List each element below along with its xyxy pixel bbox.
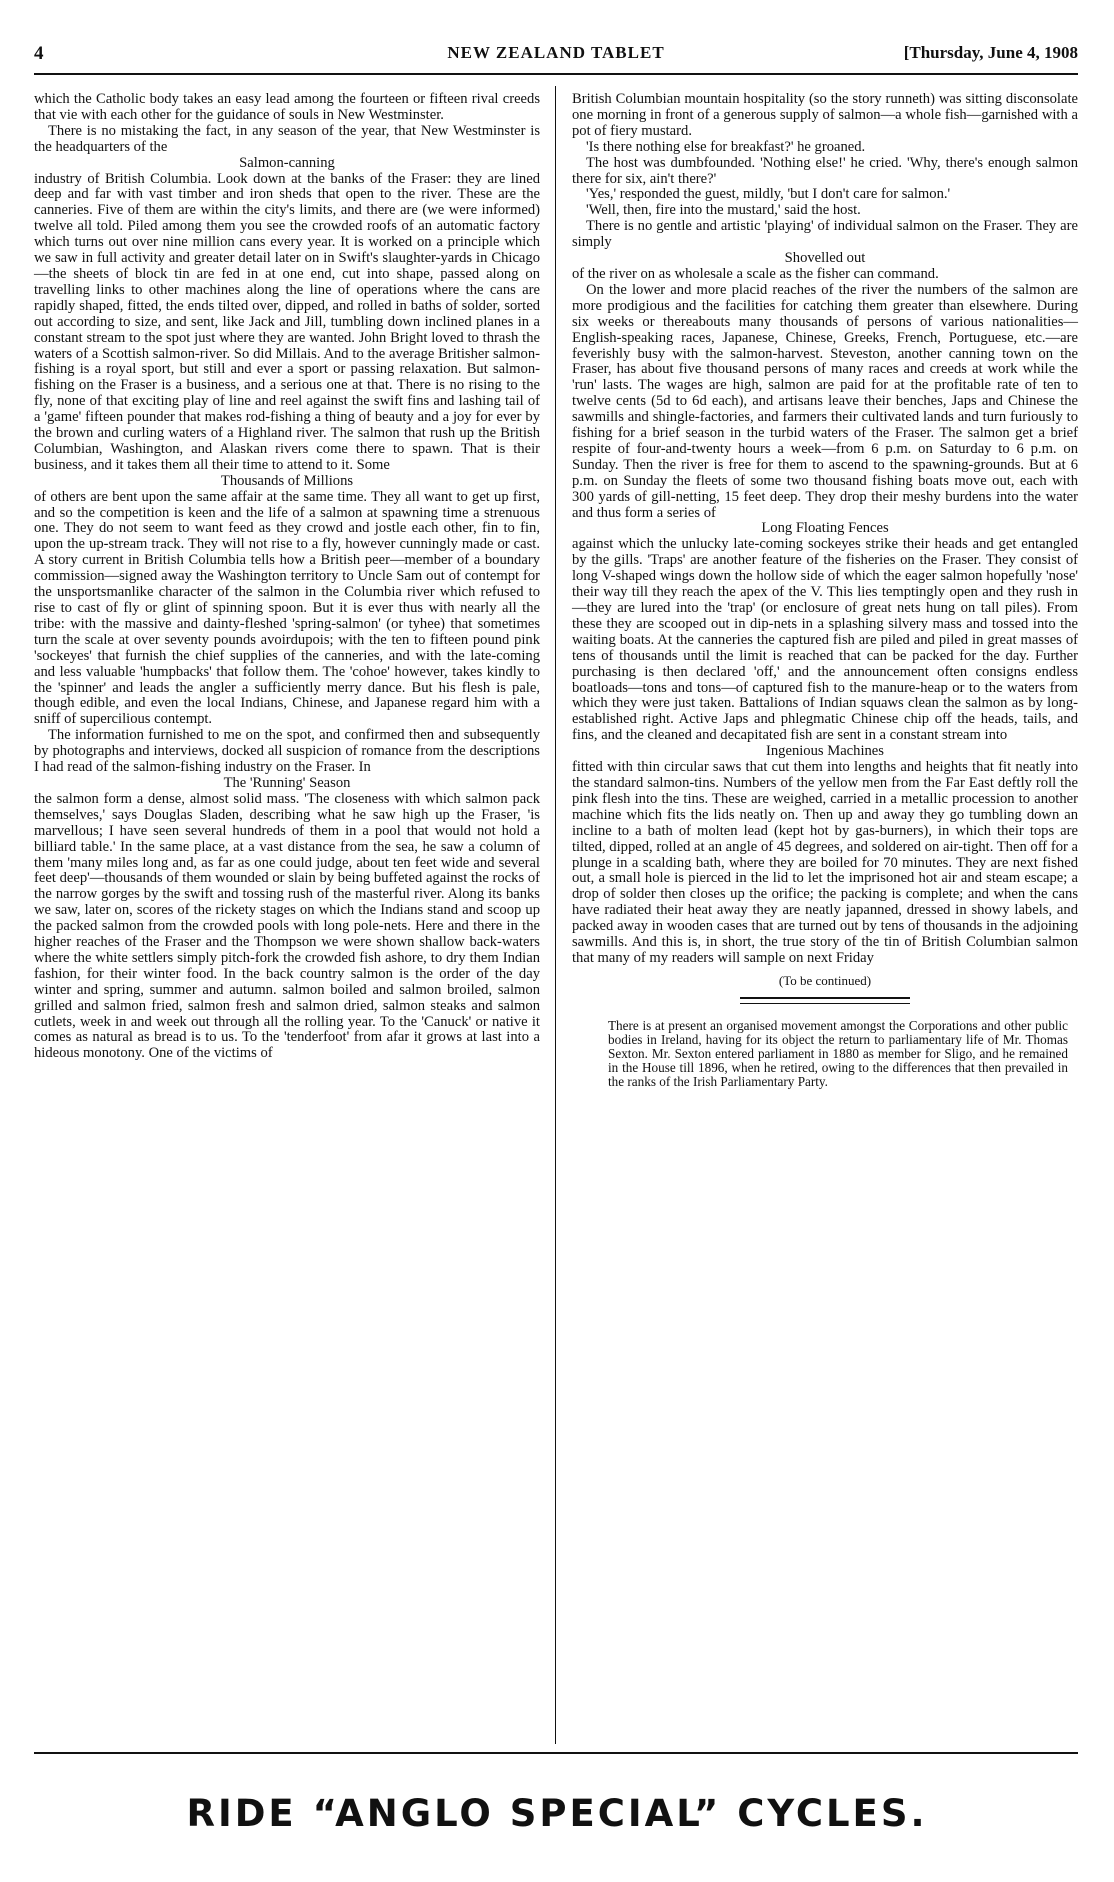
- article-paragraph: British Columbian mountain hospitality (so the story runneth) was sitting disconsolate one morning in front of a generous supply of salmon—a whole fish—garnished with a pot of fiery mustard.: [572, 91, 1078, 139]
- article-paragraph: of the river on as wholesale a scale as the fisher can command.: [572, 265, 939, 282]
- page-header: [34, 43, 1078, 71]
- brief-text: There is at present an organised movement amongst the Corporations and other public bodies in Ireland, having for its object the return to parliamentary life of Mr. Thomas Sexton. Mr. Sexton entered parliament in 1880 as member for Sligo, and he remained in the House till 1896, when he retired, owing to the differences that then prevailed in the ranks of the Irish Parliamentary Party.: [608, 1017, 1068, 1089]
- article-paragraph: The host was dumbfounded. 'Nothing else!' he cried. 'Why, there's enough salmon there for six, ain't there?': [572, 154, 1078, 187]
- article-paragraph: which the Catholic body takes an easy lead among the fourteen or fifteen rival creeds that vie with each other for the guidance of souls in New Westminster.: [34, 91, 540, 123]
- article-paragraph: industry of British Columbia. Look down at the banks of the Fraser: they are lined deep and far with vast timber and iron sheds that open to the river. These are the canneries. Five of them are within the city's limits, and there are (we were informed) twelve all told. Piled among them you see the crowded roofs of an automatic factory which turns out over nine million cans every year. It is worked on a principle which we saw in full activity and greater detail later on in Swift's slaughter-yards in Chicago—the sheets of block tin are fed in at one end, cut into shape, passed along on travelling links to other machines along the line of operations where the cans are rapidly shaped, fitted, the ends tilted over, dipped, and rolled in baths of solder, sorted out according to size, and sent, like Jack and Jill, tumbling down inclined planes in a constant stream to the spot just where they are wanted. John Bright loved to thrash the waters of a Scottish salmon-river. So did Millais. And to the average Britisher salmon-fishing is a royal sport, but still and ever a sport or passing relaxation. But salmon-fishing on the Fraser is a business, and a serious one at that. There is no rising to the fly, none of that exciting play of line and reel against the swift fins and lashing tail of a 'game' fifteen pounder that makes rod-fishing a thing of beauty and a joy for ever by the brown and curling waters of a Highland river. The salmon that rush up the British Columbian, Washington, and Alaskan rivers come there to spawn. That is their business, and it takes them all their time to attend to it. Some: [34, 170, 540, 473]
- advertisement-banner: RIDE “ANGLO SPECIAL” CYCLES.: [186, 1792, 928, 1835]
- brief-news-item: [572, 1019, 1078, 1089]
- section-subhead: Salmon-canning: [239, 154, 335, 171]
- article-paragraph: 'Well, then, fire into the mustard,' said the host.: [586, 202, 861, 219]
- section-subhead: Thousands of Millions: [220, 472, 354, 489]
- article-paragraph: of others are bent upon the same affair at the same time. They all want to get up first, and so the competition is keen and the life of a salmon at spawning time a strenuous one. They do not seem to want feed as they crowd and jostle each other, fin to fin, upon the up-stream track. They will not rise to a fly, however cunningly made or cast. A story current in British Columbia tells how a British peer—member of a boundary commission—signed away the Washington territory to Uncle Sam out of contempt for the unsportsmanlike character of the salmon in the Columbia river which refused to rise to cast of fly or glint of spinning spoon. But it is ever thus with nearly all the tribe: with the massive and dainty-fleshed 'spring-salmon' (or tyhee) that sometimes turn the scale at over seventy pounds avoirdupois; with the ten to fifteen pound pink 'sockeyes' that furnish the chief supplies of the canneries, and with the late-coming and less valuable 'humpbacks' that follow them. The 'cohoe' however, takes kindly to the 'spinner' and leads the angler a sufficiently merry dance. But his flesh is pale, though edible, and even the local Indians, Chinese, and Japanese regard him with a sniff of supercilious contempt.: [34, 488, 540, 728]
- section-subhead: Long Floating Fences: [761, 520, 889, 537]
- article-paragraph: On the lower and more placid reaches of the river the numbers of the salmon are more prodigious and the facilities for catching them greater than elsewhere. During six weeks or thereabouts many thousands of persons of various nationalities—English-speaking races, Japanese, Chinese, Greeks, French, Portuguese, etc.—are feverishly busy with the salmon-harvest. Steveston, another canning town on the Fraser, has about five thousand persons of many races and creeds at work while the 'run' lasts. The wages are high, salmon are paid for at the profitable rate of ten to twelve cents (5d to 6d each), and artisans leave their benches, Japs and Chinese the sawmills and shingle-factories, and farmers their cultivated lands and turn furiously to fishing for a brief season in the turbid waters of the Fraser. The salmon get a brief respite of four-and-twenty hours a week—from 6 p.m. on Saturday to 6 p.m. on Sunday. Then the river is free for them to ascend to the spawning-grounds. But at 6 p.m. on Sunday the fleets of some two thousand fishing boats move out, each with 300 yards of gill-netting, 15 feet deep. They drop their meshy burdens into the water and thus form a series of: [572, 281, 1078, 521]
- page-number: 4: [34, 43, 44, 64]
- article-paragraph: the salmon form a dense, almost solid mass. 'The closeness with which salmon pack themselves,' says Douglas Sladen, describing what he saw high up the Fraser, 'is marvellous; I have seen several hundreds of them in a pool that would not hold a billiard table.' In the same place, at a vast distance from the sea, he saw a column of them 'many miles long and, as far as one could judge, about ten feet wide and several feet deep'—thousands of them wounded or slain by being buffeted against the rocks of the narrow gorges by the swift and tossing rush of the masterful river. Along its banks we saw, later on, scores of the rickety stages on which the Indians stand and scoop up the packed salmon from the crowded pools with long pole-nets. Here and there in the higher reaches of the Fraser and the Thompson we were shown shallow back-waters where the white settlers simply pitch-fork the crowded fish ashore, to dry them Indian fashion, for their winter food. In the back country salmon is the order of the day winter and spring, summer and autumn. salmon boiled and salmon broiled, salmon grilled and salmon fried, salmon fresh and salmon dried, salmon steaks and salmon cutlets, week in and week out through all the rolling year. To the 'Canuck' or native it comes as natural as bread is to us. To the 'tenderfoot' from afar it grows at last into a hideous monotony. One of the victims of: [34, 790, 540, 1062]
- section-subhead: Shovelled out: [784, 250, 866, 267]
- right-column-body: [572, 92, 1078, 967]
- article-paragraph: 'Yes,' responded the guest, mildly, 'but I don't care for salmon.': [586, 186, 951, 203]
- right-column: [572, 92, 1078, 1089]
- article-paragraph: 'Is there nothing else for breakfast?' he groaned.: [586, 138, 866, 155]
- section-subhead: The 'Running' Season: [223, 774, 351, 791]
- masthead: NEW ZEALAND TABLET: [447, 43, 665, 62]
- ornamental-rule: [572, 993, 1078, 1009]
- article-paragraph: There is no gentle and artistic 'playing' of individual salmon on the Fraser. They are simply: [572, 218, 1078, 251]
- continued-note: (To be continued): [778, 972, 872, 988]
- section-subhead: Ingenious Machines: [766, 743, 884, 760]
- article-paragraph: against which the unlucky late-coming sockeyes strike their heads and get entangled by the gills. 'Traps' are another feature of the fisheries on the Fraser. They consist of long V-shaped wings down the hollow side of which the eager salmon hopefully 'nose' their way till they reach the apex of the V. This lies temptingly open and they rush in—they are lured into the 'trap' (or enclosure of great nets hung on tall piles). From these they are scooped out in dip-nets in a splashing silvery mass and tossed into the waiting boats. At the canneries the captured fish are piled and piled in great masses of tens of thousands until the limit is reached that can be packed for the day. Further purchasing is then declared 'off,' and the announcement often consigns endless boatloads—tons and tons—of captured fish to the manure-heap or to the waters from which they were just taken. Battalions of Indian squaws clean the salmon as by long-established right. Active Japs and phlegmatic Chinese chip off the heads, tails, and fins, and the cleaned and decapitated fish are sent in a constant stream into: [572, 536, 1078, 744]
- column-divider: [555, 86, 556, 1744]
- issue-date: [Thursday, June 4, 1908: [903, 43, 1078, 62]
- article-paragraph: The information furnished to me on the spot, and confirmed then and subsequently by photographs and interviews, docked all suspicion of romance from the descriptions I had read of the salmon-fishing industry on the Fraser. In: [34, 727, 540, 776]
- left-column: [34, 92, 540, 1062]
- footer-rule: [34, 1752, 1078, 1754]
- article-paragraph: There is no mistaking the fact, in any season of the year, that New Westminster is the headquarters of the: [34, 122, 540, 155]
- header-rule: [34, 73, 1078, 75]
- article-paragraph: fitted with thin circular saws that cut them into lengths and heights that fit neatly into the standard salmon-tins. Numbers of the yellow men from the Far East deftly roll the pink flesh into the tins. These are weighed, carried in a metallic procession to another machine which fits the lids neatly on. Then up and away they go tumbling down an incline to a bath of molten lead (kept hot by gas-burners), in which their tops are tilted, dipped, rolled at an angle of 45 degrees, and soldered on air-tight. Then off for a plunge in a scalding bath, where they are boiled for 70 minutes. They are next fished out, a small hole is pierced in the lid to let the imprisoned hot air and steam escape; a drop of solder then closes up the orifice; the packing is complete; and when the cans have radiated their heat away they are neatly japanned, dressed in showy labels, and packed away in wooden cases that are turned out by tens of thousands in the adjoining sawmills. And this is, in short, the true story of the tin of British Columbian salmon that many of my readers will sample on next Friday: [572, 759, 1078, 966]
